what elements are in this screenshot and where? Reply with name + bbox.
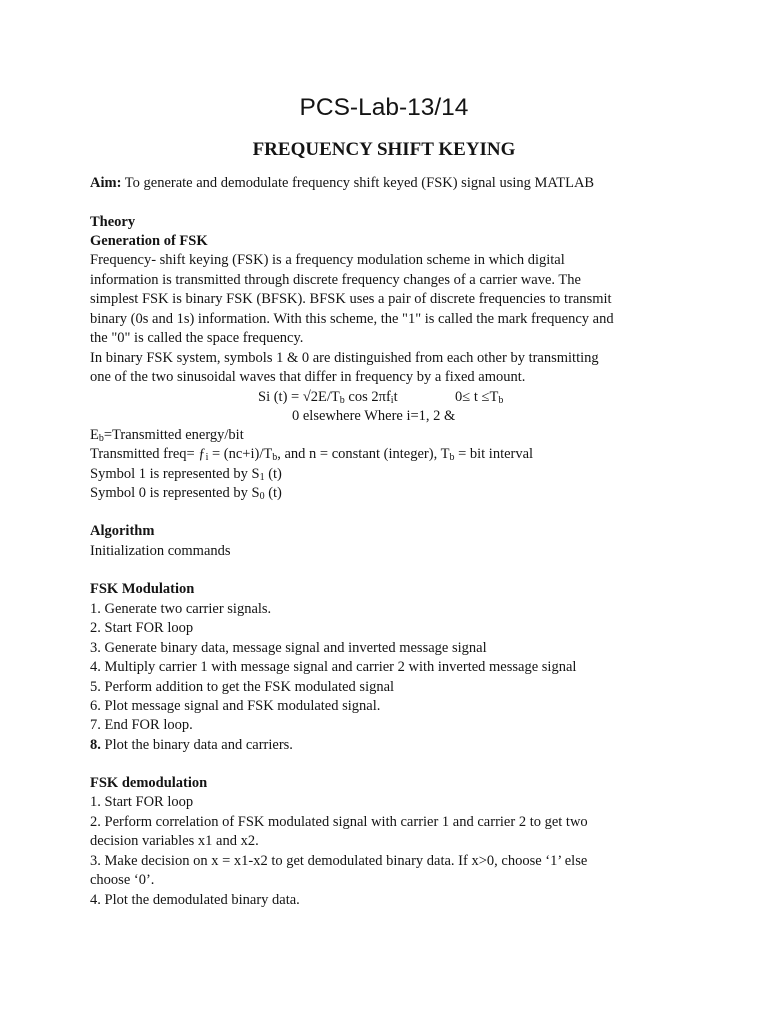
aim-label: Aim: [90,175,122,191]
modulation-step: 1. Generate two carrier signals. [90,601,272,617]
algorithm-heading: Algorithm [90,523,155,539]
theory-line: information is transmitted through discrete frequency changes of a carrier wave. The [90,272,581,288]
theory-line: one of the two sinusoidal waves that differ in frequency by a fixed amount. [90,369,526,385]
condition-text: 0≤ t ≤T [455,389,499,405]
theory-line: the "0" is called the space frequency. [90,330,304,346]
freq-pre: Transmitted freq= ƒ [90,446,206,462]
condition-subscript: b [498,395,504,406]
aim-text: To generate and demodulate frequency shift keyed (FSK) signal using MATLAB [121,175,595,191]
equation-lhs-subscript: b [339,395,345,406]
step-8-number: 8. [90,737,101,753]
modulation-step: 4. Multiply carrier 1 with message signal and carrier 2 with inverted message signal [90,659,577,675]
freq-mid2: , and n = constant (integer), T [277,446,450,462]
modulation-step: 6. Plot message signal and FSK modulated signal. [90,698,381,714]
demodulation-line: 4. Plot the demodulated binary data. [90,892,300,908]
eb-subscript: b [98,433,104,444]
equation-rhs: cos 2πf [344,389,391,405]
symbol-1-post: (t) [264,466,282,482]
theory-line: binary (0s and 1s) information. With this scheme, the "1" is called the mark frequency and [90,311,614,327]
generation-subheading: Generation of FSK [90,233,208,249]
demodulation-line: choose ‘0’. [90,872,155,888]
freq-sub-b2: b [449,452,455,463]
modulation-heading: FSK Modulation [90,581,195,597]
demodulation-line: 3. Make decision on x = x1-x2 to get demodulated binary data. If x>0, choose ‘1’ else [90,853,588,869]
page-subtitle: FREQUENCY SHIFT KEYING [252,139,516,160]
aim-line [90,174,594,193]
theory-line: In binary FSK system, symbols 1 & 0 are distinguished from each other by transmitting [90,350,599,366]
theory-heading: Theory [90,214,136,230]
symbol-0-line [90,484,282,506]
demodulation-line: decision variables x1 and x2. [90,833,259,849]
modulation-step: 7. End FOR loop. [90,717,193,733]
equation-elsewhere: 0 elsewhere Where i=1, 2 & [292,408,456,424]
demodulation-line: 2. Perform correlation of FSK modulated signal with carrier 1 and carrier 2 to get two [90,814,588,830]
equation-rhs-subscript: i [390,395,394,406]
algorithm-text: Initialization commands [90,543,231,559]
frequency-definition [90,445,533,467]
eb-symbol: E [90,427,99,443]
symbol-1-sub: 1 [259,472,265,483]
freq-sub-i: i [205,452,209,463]
modulation-step: 3. Generate binary data, message signal and inverted message signal [90,640,487,656]
freq-mid: = (nc+i)/T [208,446,273,462]
demodulation-line: 1. Start FOR loop [90,794,194,810]
modulation-step [90,736,293,755]
equation-lhs: Si (t) = √2E/T [258,389,340,405]
theory-line: simplest FSK is binary FSK (BFSK). BFSK uses a pair of discrete frequencies to transmit [90,291,612,307]
symbol-0-sub: 0 [259,491,265,502]
demodulation-heading: FSK demodulation [90,775,208,791]
step-8-text: Plot the binary data and carriers. [100,737,293,753]
equation-condition [455,388,503,410]
page-title: PCS-Lab-13/14 [299,94,469,121]
modulation-step: 5. Perform addition to get the FSK modulated signal [90,679,395,695]
symbol-0-post: (t) [264,485,282,501]
theory-line: Frequency- shift keying (FSK) is a frequency modulation scheme in which digital [90,252,565,268]
equation-rhs-tail: t [393,389,398,405]
freq-sub-b: b [272,452,278,463]
symbol-1-pre: Symbol 1 is represented by S [90,466,260,482]
modulation-step: 2. Start FOR loop [90,620,194,636]
symbol-0-pre: Symbol 0 is represented by S [90,485,260,501]
freq-post: = bit interval [454,446,534,462]
eb-text: =Transmitted energy/bit [103,427,244,443]
